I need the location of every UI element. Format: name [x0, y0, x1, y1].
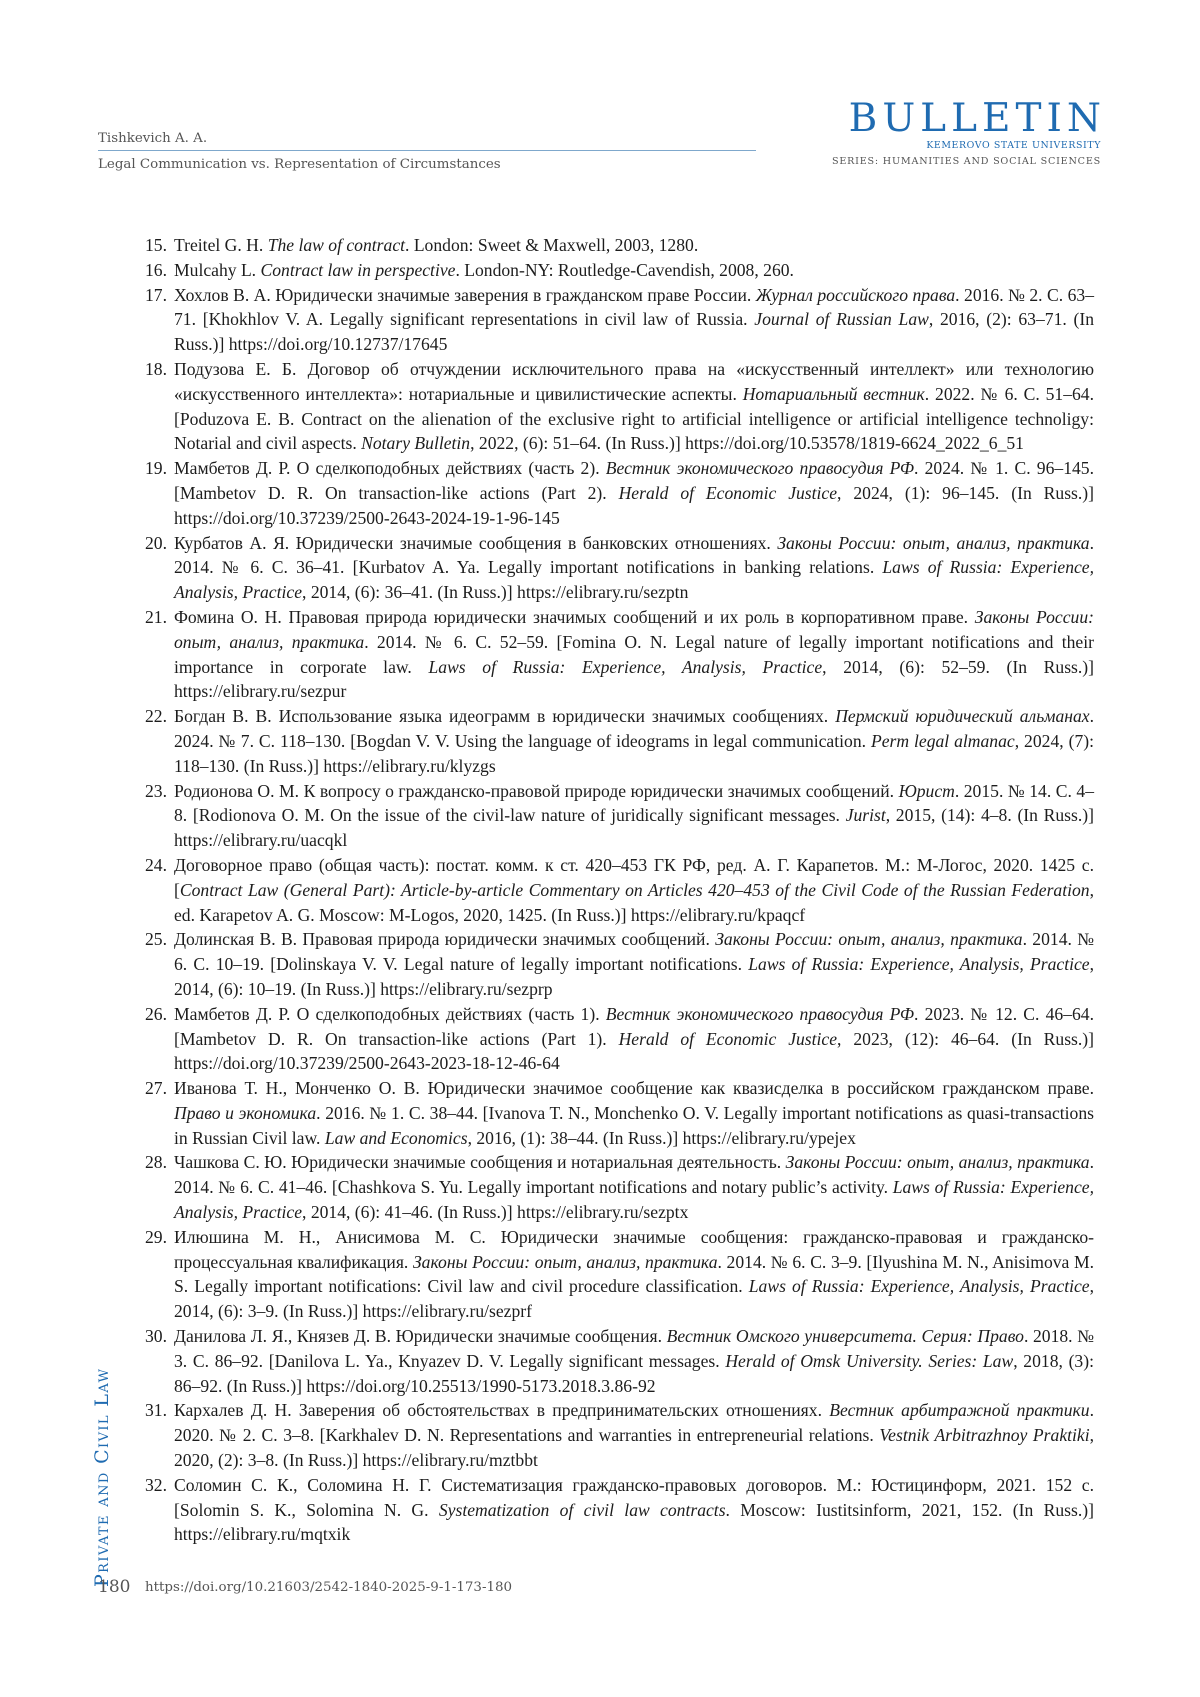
reference-text: [174, 357, 1094, 456]
reference-text-run: , 2014, (6): 36–41. (In Russ.)] https://elibrary.ru/sezptn: [302, 582, 688, 602]
reference-item: [145, 1398, 1094, 1472]
reference-italic-title: Законы России: опыт, анализ, практика: [777, 533, 1089, 553]
reference-italic-title: Contract Law (General Part): Article-by-article Commentary on Articles 420–453 of the Civil Code of the Russian Federation: [180, 880, 1090, 900]
reference-item: [145, 927, 1094, 1001]
reference-italic-title: Законы России: опыт, анализ, практика: [715, 929, 1022, 949]
reference-italic-title: Журнал российского права: [756, 285, 955, 305]
reference-number: 25.: [145, 927, 167, 952]
reference-item: [145, 233, 1094, 258]
reference-number: 15.: [145, 233, 167, 258]
reference-text-run: , 2024, (1): 96–145. (In Russ.)] https://doi.org/10.37239/2500-2643-2024-19-1-96-145: [174, 483, 1094, 528]
reference-text-run: . 2014. № 6. С. 3–9. [Ilyushina M. N., Anisimova M. S. Legally important notifications: Civil law and civil procedure classification.: [174, 1252, 1094, 1297]
reference-text-run: , 2022, (6): 51–64. (In Russ.)] https://doi.org/10.53578/1819-6624_2022_6_51: [470, 433, 1024, 453]
reference-number: 26.: [145, 1002, 167, 1027]
reference-number: 30.: [145, 1324, 167, 1349]
reference-item: [145, 283, 1094, 357]
reference-text-run: , 2016, (1): 38–44. (In Russ.)] https://elibrary.ru/ypejex: [468, 1128, 856, 1148]
reference-text-run: Иванова Т. Н., Монченко О. В. Юридически значимое сообщение как квазисделка в российском гражданском праве.: [174, 1078, 1094, 1098]
reference-italic-title: Herald of Economic Justice: [619, 1029, 837, 1049]
reference-italic-title: Вестник арбитражной практики: [829, 1400, 1089, 1420]
reference-text-run: , ed. Karapetov A. G. Moscow: M-Logos, 2020, 1425. (In Russ.)] https://elibrary.ru/kpaqcf: [174, 880, 1094, 925]
reference-text: [174, 1324, 1094, 1398]
reference-italic-title: Пермский юридический альманах: [835, 706, 1089, 726]
reference-text-run: Родионова О. М. К вопросу о гражданско-правовой природе юридически значимых сообщений.: [174, 781, 899, 801]
header-divider: [98, 150, 756, 151]
reference-text-run: , 2015, (14): 4–8. (In Russ.)] https://elibrary.ru/uacqkl: [174, 805, 1094, 850]
reference-italic-title: Laws of Russia: Experience, Analysis, Practice: [748, 954, 1089, 974]
reference-italic-title: Laws of Russia: Experience, Analysis, Practice: [749, 1276, 1090, 1296]
reference-text-run: , 2014, (6): 10–19. (In Russ.)] https://elibrary.ru/sezprp: [174, 954, 1094, 999]
reference-italic-title: Law and Economics: [325, 1128, 468, 1148]
reference-number: 21.: [145, 605, 167, 630]
reference-item: [145, 1002, 1094, 1076]
reference-number: 20.: [145, 531, 167, 556]
reference-text-run: , 2018, (3): 86–92. (In Russ.)] https://doi.org/10.25513/1990-5173.2018.3.86-92: [174, 1351, 1094, 1396]
reference-text: [174, 1398, 1094, 1472]
reference-text: [174, 1225, 1094, 1324]
reference-item: [145, 1076, 1094, 1150]
reference-text-run: . 2020. № 2. С. 3–8. [Karkhalev D. N. Representations and warranties in entrepreneurial relations.: [174, 1400, 1094, 1445]
reference-item: [145, 1225, 1094, 1324]
reference-number: 27.: [145, 1076, 167, 1101]
reference-number: 29.: [145, 1225, 167, 1250]
reference-text: [174, 1002, 1094, 1076]
reference-text-run: , 2014, (6): 41–46. (In Russ.)] https://elibrary.ru/sezptx: [302, 1202, 688, 1222]
reference-italic-title: Вестник Омского университета. Серия: Право: [667, 1326, 1024, 1346]
reference-text-run: Соломин С. К., Соломина Н. Г. Систематизация гражданско-правовых договоров. М.: Юстицинформ, 2021. 152 с. [Solomin S. K., Solomina N. G.: [174, 1475, 1094, 1520]
reference-italic-title: Notary Bulletin: [361, 433, 470, 453]
reference-text-run: . 2014. № 6. С. 10–19. [Dolinskaya V. V. Legal nature of legally important notifications.: [174, 929, 1094, 974]
reference-text-run: . 2024. № 1. С. 96–145. [Mambetov D. R. On transaction-like actions (Part 2).: [174, 458, 1094, 503]
reference-item: [145, 779, 1094, 853]
reference-italic-title: Законы России: опыт, анализ, практика: [413, 1252, 718, 1272]
reference-italic-title: Herald of Economic Justice: [619, 483, 837, 503]
reference-text: [174, 456, 1094, 530]
reference-text: [174, 531, 1094, 605]
reference-item: [145, 531, 1094, 605]
reference-text-run: , 2020, (2): 3–8. (In Russ.)] https://elibrary.ru/mztbbt: [174, 1425, 1094, 1470]
reference-italic-title: Journal of Russian Law: [754, 309, 929, 329]
reference-item: [145, 357, 1094, 456]
reference-text-run: Хохлов В. А. Юридически значимые заверения в гражданском праве России.: [174, 285, 756, 305]
reference-item: [145, 853, 1094, 927]
reference-text-run: Илюшина М. Н., Анисимова М. С. Юридически значимые сообщения: гражданско-правовая и гражданско-процессуальная квалификация.: [174, 1227, 1094, 1272]
reference-italic-title: Право и экономика: [174, 1103, 316, 1123]
reference-number: 19.: [145, 456, 167, 481]
reference-text-run: . 2018. № 3. С. 86–92. [Danilova L. Ya., Knyazev D. V. Legally significant messages.: [174, 1326, 1094, 1371]
reference-item: [145, 1473, 1094, 1547]
reference-text: [174, 1150, 1094, 1224]
reference-text-run: Фомина О. Н. Правовая природа юридически значимых сообщений и их роль в корпоративном праве.: [174, 607, 975, 627]
reference-text-run: . London-NY: Routledge-Cavendish, 2008, 260.: [455, 260, 794, 280]
reference-list: [145, 233, 1094, 1547]
reference-number: 31.: [145, 1398, 167, 1423]
reference-text-run: Договорное право (общая часть): постат. комм. к ст. 420–453 ГК РФ, ред. А. Г. Карапетов. М.: М-Логос, 2020. 1425 с. [: [174, 855, 1094, 900]
reference-text-run: . 2014. № 6. С. 36–41. [Kurbatov A. Ya. Legally important notifications in banking relations.: [174, 533, 1094, 578]
reference-text-run: Богдан В. В. Использование языка идеограмм в юридически значимых сообщениях.: [174, 706, 835, 726]
reference-text: [174, 258, 1094, 283]
reference-text-run: Кархалев Д. Н. Заверения об обстоятельствах в предпринимательских отношениях.: [174, 1400, 829, 1420]
reference-number: 24.: [145, 853, 167, 878]
section-label: Private and Civil Law: [91, 1368, 113, 1587]
reference-italic-title: Perm legal almanac: [871, 731, 1015, 751]
reference-text: [174, 605, 1094, 704]
reference-text: [174, 1076, 1094, 1150]
reference-italic-title: Systematization of civil law contracts: [439, 1500, 726, 1520]
reference-italic-title: Contract law in perspective: [260, 260, 455, 280]
reference-text-run: . 2024. № 7. С. 118–130. [Bogdan V. V. Using the language of ideograms in legal communication.: [174, 706, 1094, 751]
reference-text: [174, 927, 1094, 1001]
reference-text-run: Чашкова С. Ю. Юридически значимые сообщения и нотариальная деятельность.: [174, 1152, 786, 1172]
reference-item: [145, 605, 1094, 704]
reference-italic-title: Laws of Russia: Experience, Analysis, Practice: [428, 657, 822, 677]
reference-number: 22.: [145, 704, 167, 729]
reference-number: 23.: [145, 779, 167, 804]
reference-number: 17.: [145, 283, 167, 308]
reference-italic-title: Законы России: опыт, анализ, практика: [174, 607, 1094, 652]
reference-text-run: , 2024, (7): 118–130. (In Russ.)] https://elibrary.ru/klyzgs: [174, 731, 1094, 776]
running-head-author: Tishkevich A. A.: [98, 131, 207, 146]
reference-text: [174, 704, 1094, 778]
reference-number: 16.: [145, 258, 167, 283]
reference-text: [174, 233, 1094, 258]
reference-item: [145, 1324, 1094, 1398]
reference-text-run: . Moscow: Iustitsinform, 2021, 152. (In Russ.)] https://elibrary.ru/mqtxik: [174, 1500, 1094, 1545]
journal-brand: [832, 99, 1101, 167]
reference-number: 18.: [145, 357, 167, 382]
reference-text: [174, 853, 1094, 927]
reference-item: [145, 1150, 1094, 1224]
reference-text-run: , 2016, (2): 63–71. (In Russ.)] https://doi.org/10.12737/17645: [174, 309, 1094, 354]
reference-text-run: , 2023, (12): 46–64. (In Russ.)] https://doi.org/10.37239/2500-2643-2023-18-12-46-64: [174, 1029, 1094, 1074]
reference-item: [145, 456, 1094, 530]
article-doi: https://doi.org/10.21603/2542-1840-2025-9-1-173-180: [145, 1580, 512, 1595]
reference-text-run: Курбатов А. Я. Юридически значимые сообщения в банковских отношениях.: [174, 533, 777, 553]
reference-text-run: , 2014, (6): 3–9. (In Russ.)] https://elibrary.ru/sezprf: [174, 1276, 1094, 1321]
reference-italic-title: Юрист: [899, 781, 955, 801]
reference-italic-title: Вестник экономического правосудия РФ: [606, 1004, 914, 1024]
reference-text-run: Долинская В. В. Правовая природа юридически значимых сообщений.: [174, 929, 715, 949]
reference-italic-title: Laws of Russia: Experience, Analysis, Practice: [174, 557, 1094, 602]
reference-item: [145, 704, 1094, 778]
reference-text: [174, 779, 1094, 853]
journal-logo-subtitle: KEMEROVO STATE UNIVERSITY: [832, 140, 1101, 151]
reference-text-run: Подузова Е. Б. Договор об отчуждении исключительного права на «искусственный интеллект» или технологию «искусственного интеллекта»: нотариальные и цивилистические аспекты.: [174, 359, 1094, 404]
reference-text-run: , 2014, (6): 52–59. (In Russ.)] https://elibrary.ru/sezpur: [174, 657, 1094, 702]
page-number: 180: [98, 1577, 130, 1597]
reference-text-run: . 2014. № 6. С. 41–46. [Chashkova S. Yu. Legally important notifications and notary public’s activity.: [174, 1152, 1094, 1197]
reference-text: [174, 283, 1094, 357]
journal-series: SERIES: HUMANITIES AND SOCIAL SCIENCES: [832, 156, 1101, 167]
reference-number: 32.: [145, 1473, 167, 1498]
reference-text-run: Мамбетов Д. Р. О сделкоподобных действиях (часть 1).: [174, 1004, 606, 1024]
reference-item: [145, 258, 1094, 283]
journal-logo-title: BULLETIN: [832, 99, 1106, 139]
reference-italic-title: The law of contract: [268, 235, 405, 255]
reference-italic-title: Jurist: [846, 805, 886, 825]
reference-text-run: . 2016. № 1. С. 38–44. [Ivanova T. N., Monchenko O. V. Legally important notifications as quasi-transactions in Russian Civil law.: [174, 1103, 1094, 1148]
reference-italic-title: Вестник экономического правосудия РФ: [606, 458, 914, 478]
reference-text-run: . 2014. № 6. С. 52–59. [Fomina O. N. Legal nature of legally important notifications and their importance in corporate law.: [174, 632, 1094, 677]
reference-text-run: . 2022. № 6. С. 51–64. [Poduzova E. B. Contract on the alienation of the exclusive right to artificial intelligence or artificial intelligence technoligy: Notarial and civil aspects.: [174, 384, 1094, 454]
reference-italic-title: Vestnik Arbitrazhnoy Praktiki: [879, 1425, 1089, 1445]
reference-italic-title: Законы России: опыт, анализ, практика: [786, 1152, 1090, 1172]
reference-text-run: . 2015. № 14. С. 4–8. [Rodionova O. M. On the issue of the civil-law nature of juridically significant messages.: [174, 781, 1094, 826]
reference-text-run: Treitel G. H.: [174, 235, 268, 255]
reference-text-run: . 2016. № 2. С. 63–71. [Khokhlov V. A. Legally significant representations in civil law of Russia.: [174, 285, 1094, 330]
reference-text: [174, 1473, 1094, 1547]
reference-text-run: . London: Sweet & Maxwell, 2003, 1280.: [405, 235, 698, 255]
reference-italic-title: Laws of Russia: Experience, Analysis, Practice: [174, 1177, 1094, 1222]
reference-italic-title: Нотариальный вестник: [743, 384, 925, 404]
reference-text-run: Данилова Л. Я., Князев Д. В. Юридически значимые сообщения.: [174, 1326, 667, 1346]
reference-number: 28.: [145, 1150, 167, 1175]
reference-text-run: . 2023. № 12. С. 46–64. [Mambetov D. R. On transaction-like actions (Part 1).: [174, 1004, 1094, 1049]
reference-text-run: Mulcahy L.: [174, 260, 260, 280]
reference-italic-title: Herald of Omsk University. Series: Law: [725, 1351, 1013, 1371]
running-head-article-title: Legal Communication vs. Representation of Circumstances: [98, 157, 501, 172]
reference-text-run: Мамбетов Д. Р. О сделкоподобных действиях (часть 2).: [174, 458, 606, 478]
